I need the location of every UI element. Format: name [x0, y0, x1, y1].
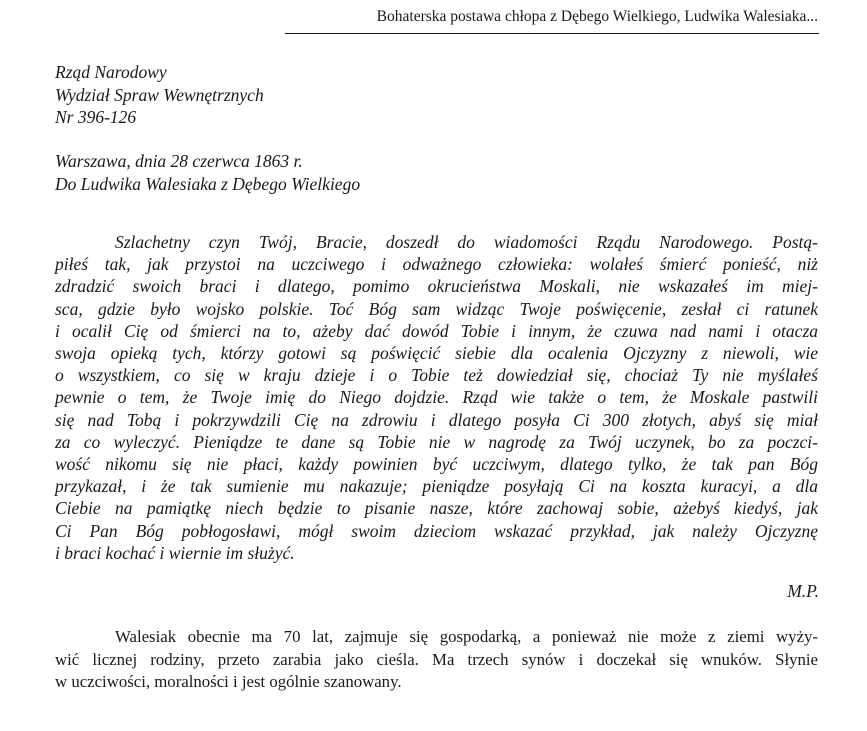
issuer-government: Rząd Narodowy — [55, 62, 167, 82]
letter-line: sca, gdzie było wojsko polskie. Toć Bóg sam widząc Twoje poświęcenie, zesłał ci ratunek — [55, 298, 818, 319]
letter-line: swoja opieką tych, którzy gotowi są poświęcić siebie dla ocalenia Ojczyzny z niewoli, wie — [55, 343, 818, 364]
issuer-block — [55, 61, 264, 129]
letter-line: piłeś tak, jak przystoi na uczciwego i odważnego człowieka: wolałeś śmierć ponieść, niż — [55, 254, 818, 275]
letter-line: wość nikomu się nie płaci, każdy powinien być uczciwym, dlatego tylko, że tak pan Bóg — [55, 454, 818, 475]
letter-line: przykazał, i że tak sumienie mu nakazuje; pieniądze posyłają Ci na koszta kuracyi, a dla — [55, 476, 818, 497]
closing-note — [55, 626, 818, 694]
issuer-reference-number: Nr 396-126 — [55, 107, 137, 127]
header-rule — [285, 33, 819, 34]
letter-body — [55, 231, 818, 564]
place-and-date: Warszawa, dnia 28 czerwca 1863 r. — [55, 151, 303, 171]
letter-line: się nad Tobą i pokrzywdzili Cię na zdrowiu i dlatego posyła Ci 300 złotych, abyś się miał — [55, 409, 818, 430]
note-line: Walesiak obecnie ma 70 lat, zajmuje się gospodarką, a ponieważ nie może z ziemi wyży- — [115, 627, 818, 646]
letter-line: o wszystkiem, co się w kraju dzieje i o Tobie też dowiedział się, chociaż Ty nie myślałeś — [55, 365, 818, 386]
letter-line: zdradzić swoich braci i dlatego, pomimo okrucieństwa Moskali, nie wskazałeś im miej- — [55, 276, 818, 297]
note-line: w uczciwości, moralności i jest ogólnie szanowany. — [55, 672, 402, 691]
letter-line: i ocalił Cię od śmierci na to, ażeby dać dowód Tobie i innym, że czuwa nad nami i otacza — [55, 320, 818, 341]
letter-line: Szlachetny czyn Twój, Bracie, doszedł do wiadomości Rządu Narodowego. Postą- — [115, 232, 818, 252]
issuer-department: Wydział Spraw Wewnętrznych — [55, 84, 264, 105]
letter-line: pewnie o tem, że Twoje imię do Niego dojdzie. Rząd wie także o tem, że Moskale pastwili — [55, 387, 818, 408]
letter-line: i braci kochać i wiernie im służyć. — [55, 542, 295, 563]
addressee: Do Ludwika Walesiaka z Dębego Wielkiego — [55, 173, 361, 194]
seal-mark: M.P. — [787, 581, 819, 601]
note-line: wić licznej rodziny, przeto zarabia jako cieśla. Ma trzech synów i doczekał się wnuków. Słynie — [55, 649, 818, 669]
letter-line: za co wyleczyć. Pieniądze te dane są Tobie nie w nagrodę za Twój uczynek, bo za poczci- — [55, 431, 818, 452]
letter-line: Ci Pan Bóg pobłogosławi, mógł swoim dzieciom wskazać przykład, jak należy Ojczyznę — [55, 520, 818, 541]
dateline-block — [55, 150, 360, 195]
letter-line: Ciebie na pamiątkę niech będzie to pisanie nasze, które zachowaj sobie, ażebyś kiedyś, jak — [55, 498, 818, 519]
running-header: Bohaterska postawa chłopa z Dębego Wielkiego, Ludwika Walesiaka... — [376, 8, 818, 25]
